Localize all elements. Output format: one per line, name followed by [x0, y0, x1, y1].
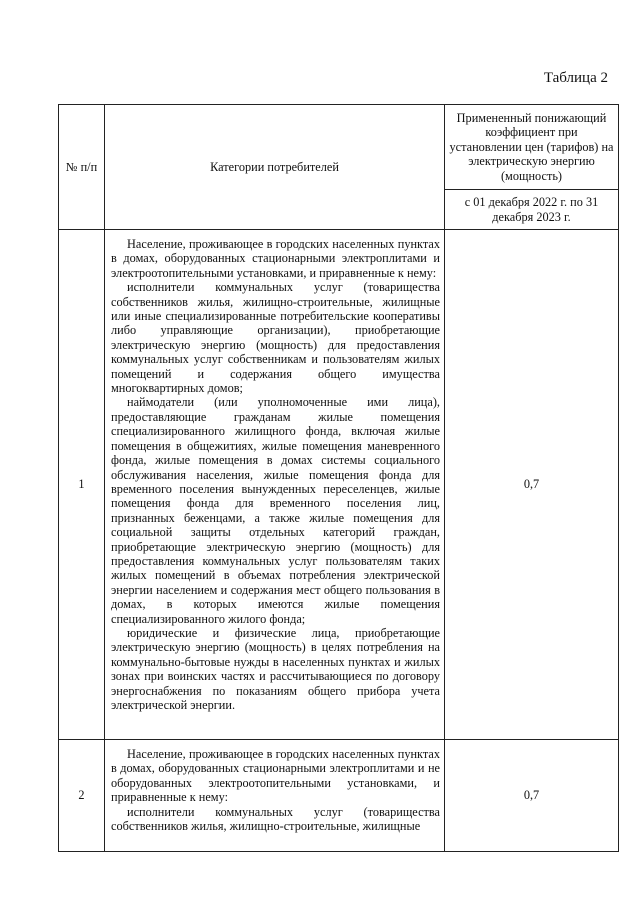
header-category: Категории потребителей	[105, 105, 445, 230]
row-category	[105, 230, 445, 740]
paragraph: Население, проживающее в городских населенных пунктах в домах, оборудованных стационарными электроплитами и электроотопительными установками, и приравненные к нему:	[111, 237, 440, 280]
row-category	[105, 740, 445, 852]
header-coefficient: Примененный понижающий коэффициент при установлении цен (тарифов) на электрическую энергию (мощность)	[445, 105, 619, 190]
row-value: 0,7	[445, 230, 619, 740]
coefficients-table	[58, 104, 619, 852]
header-num: № п/п	[59, 105, 105, 230]
paragraph: исполнители коммунальных услуг (товарищества собственников жилья, жилищно-строительные, жилищные или иные специализированные потребительские кооперативы либо управляющие организации), приобретающие электрическую энергию (мощность) для предоставления коммунальных услуг собственникам и пользователям жилых помещений и содержания общего имущества многоквартирных домов;	[111, 280, 440, 396]
table-caption: Таблица 2	[543, 70, 608, 86]
paragraph: Население, проживающее в городских населенных пунктах в домах, оборудованных стационарными электроплитами и не оборудованных электроотопительными установками, и приравненные к нему:	[111, 747, 440, 805]
paragraph: юридические и физические лица, приобретающие электрическую энергию (мощность) в целях потребления на коммунально-бытовые нужды в населенных пунктах и жилых зонах при воинских частях и рассчитывающиеся по договору энергоснабжения по показаниям общего прибора учета электрической энергии.	[111, 625, 440, 712]
row-number: 2	[59, 740, 105, 852]
row-value: 0,7	[445, 740, 619, 852]
paragraph: наймодатели (или уполномоченные ими лица), предоставляющие гражданам жилые помещения специализированного жилищного фонда, включая жилые помещения в общежитиях, жилые помещения маневренного фонда, жилые помещения в домах системы социального обслуживания населения, жилые помещения фонда для временного поселения вынужденных переселенцев, жилые помещения фонда для временного поселения лиц, признанных беженцами, а также жилые помещения для социальной защиты отдельных категорий граждан, приобретающие электрическую энергию (мощность) для предоставления коммунальных услуг пользователям таких жилых помещений в объемах потребления электрической энергии населением и содержания мест общего пользования в домах, в которых имеются жилые помещения специализированного жилого фонда;	[111, 395, 440, 626]
header-period: с 01 декабря 2022 г. по 31 декабря 2023 г.	[445, 190, 619, 230]
header-row	[59, 105, 619, 190]
paragraph: исполнители коммунальных услуг (товарищества собственников жилья, жилищно-строительные, жилищные	[111, 804, 440, 834]
table-row	[59, 230, 619, 740]
table-row	[59, 740, 619, 852]
row-number: 1	[59, 230, 105, 740]
